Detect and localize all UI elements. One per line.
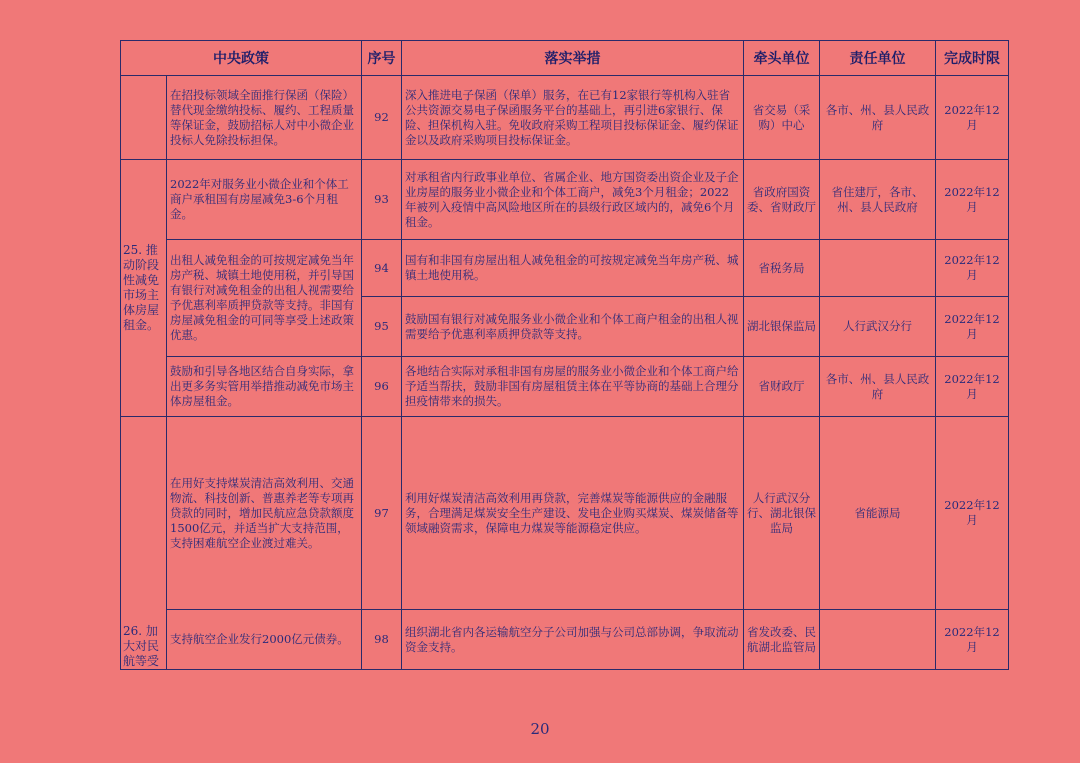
lead-unit: 省政府国资委、省财政厅 bbox=[744, 160, 820, 240]
table-row bbox=[121, 160, 1009, 240]
category-cell bbox=[121, 76, 167, 160]
responsible-unit: 各市、州、县人民政府 bbox=[820, 76, 936, 160]
row-number: 94 bbox=[362, 240, 402, 297]
table-row bbox=[121, 417, 1009, 610]
measure-cell: 深入推进电子保函（保单）服务，在已有12家银行等机构入驻省公共资源交易电子保函服务平台的基础上，再引进6家银行、保险、担保机构入驻。免收政府采购工程项目投标保证金、履约保证金以及政府采购项目投标保证金。 bbox=[402, 76, 744, 160]
policy-cell: 支持航空企业发行2000亿元债券。 bbox=[167, 610, 362, 670]
lead-unit: 省交易（采购）中心 bbox=[744, 76, 820, 160]
deadline-cell: 2022年12月 bbox=[936, 357, 1009, 417]
policy-table bbox=[120, 40, 1009, 670]
header-measure: 落实举措 bbox=[402, 41, 744, 76]
measure-cell: 组织湖北省内各运输航空分子公司加强与公司总部协调，争取流动资金支持。 bbox=[402, 610, 744, 670]
row-number: 97 bbox=[362, 417, 402, 610]
lead-unit: 省发改委、民航湖北监管局 bbox=[744, 610, 820, 670]
deadline-cell: 2022年12月 bbox=[936, 240, 1009, 297]
row-number: 98 bbox=[362, 610, 402, 670]
header-no: 序号 bbox=[362, 41, 402, 76]
measure-cell: 利用好煤炭清洁高效利用再贷款，完善煤炭等能源供应的金融服务，合理满足煤炭安全生产建设、发电企业购买煤炭、煤炭储备等领域融资需求，保障电力煤炭等能源稳定供应。 bbox=[402, 417, 744, 610]
measure-cell: 对承租省内行政事业单位、省属企业、地方国资委出资企业及子企业房屋的服务业小微企业和个体工商户，减免3个月租金；2022年被列入疫情中高风险地区所在的县级行政区域内的，减免6个月租金。 bbox=[402, 160, 744, 240]
policy-cell: 在招投标领域全面推行保函（保险）替代现金缴纳投标、履约、工程质量等保证金，鼓励招标人对中小微企业投标人免除投标担保。 bbox=[167, 76, 362, 160]
table-row bbox=[121, 610, 1009, 670]
policy-cell: 出租人减免租金的可按规定减免当年房产税、城镇土地使用税，并引导国有银行对减免租金的出租人视需要给予优惠利率质押贷款等支持。非国有房屋减免租金的可同等享受上述政策优惠。 bbox=[167, 240, 362, 357]
responsible-unit: 人行武汉分行 bbox=[820, 297, 936, 357]
measure-cell: 国有和非国有房屋出租人减免租金的可按规定减免当年房产税、城镇土地使用税。 bbox=[402, 240, 744, 297]
row-number: 95 bbox=[362, 297, 402, 357]
lead-unit: 省财政厅 bbox=[744, 357, 820, 417]
measure-cell: 鼓励国有银行对减免服务业小微企业和个体工商户租金的出租人视需要给予优惠利率质押贷款等支持。 bbox=[402, 297, 744, 357]
category-26: 26. 加大对民航等受 bbox=[121, 417, 167, 670]
lead-unit: 省税务局 bbox=[744, 240, 820, 297]
table-row bbox=[121, 240, 1009, 297]
policy-cell: 在用好支持煤炭清洁高效利用、交通物流、科技创新、普惠养老等专项再贷款的同时，增加民航应急贷款额度1500亿元，并适当扩大支持范围，支持困难航空企业渡过难关。 bbox=[167, 417, 362, 610]
responsible-unit: 各市、州、县人民政府 bbox=[820, 357, 936, 417]
header-policy: 中央政策 bbox=[121, 41, 362, 76]
responsible-unit: 省能源局 bbox=[820, 417, 936, 610]
policy-cell: 鼓励和引导各地区结合自身实际，拿出更多务实管用举措推动减免市场主体房屋租金。 bbox=[167, 357, 362, 417]
measure-cell: 各地结合实际对承租非国有房屋的服务业小微企业和个体工商户给予适当帮扶，鼓励非国有房屋租赁主体在平等协商的基础上合理分担疫情带来的损失。 bbox=[402, 357, 744, 417]
header-deadline: 完成时限 bbox=[936, 41, 1009, 76]
category-25: 25. 推动阶段性减免市场主体房屋租金。 bbox=[121, 160, 167, 417]
deadline-cell: 2022年12月 bbox=[936, 297, 1009, 357]
row-number: 92 bbox=[362, 76, 402, 160]
row-number: 96 bbox=[362, 357, 402, 417]
deadline-cell: 2022年12月 bbox=[936, 76, 1009, 160]
table-row bbox=[121, 76, 1009, 160]
header-lead: 牵头单位 bbox=[744, 41, 820, 76]
lead-unit: 湖北银保监局 bbox=[744, 297, 820, 357]
row-number: 93 bbox=[362, 160, 402, 240]
lead-unit: 人行武汉分行、湖北银保监局 bbox=[744, 417, 820, 610]
header-row bbox=[121, 41, 1009, 76]
header-resp: 责任单位 bbox=[820, 41, 936, 76]
responsible-unit: 省住建厅，各市、州、县人民政府 bbox=[820, 160, 936, 240]
responsible-unit bbox=[820, 610, 936, 670]
deadline-cell: 2022年12月 bbox=[936, 417, 1009, 610]
deadline-cell: 2022年12月 bbox=[936, 610, 1009, 670]
responsible-unit bbox=[820, 240, 936, 297]
deadline-cell: 2022年12月 bbox=[936, 160, 1009, 240]
table-row bbox=[121, 357, 1009, 417]
policy-cell: 2022年对服务业小微企业和个体工商户承租国有房屋减免3-6个月租金。 bbox=[167, 160, 362, 240]
page-number: 20 bbox=[530, 720, 550, 738]
